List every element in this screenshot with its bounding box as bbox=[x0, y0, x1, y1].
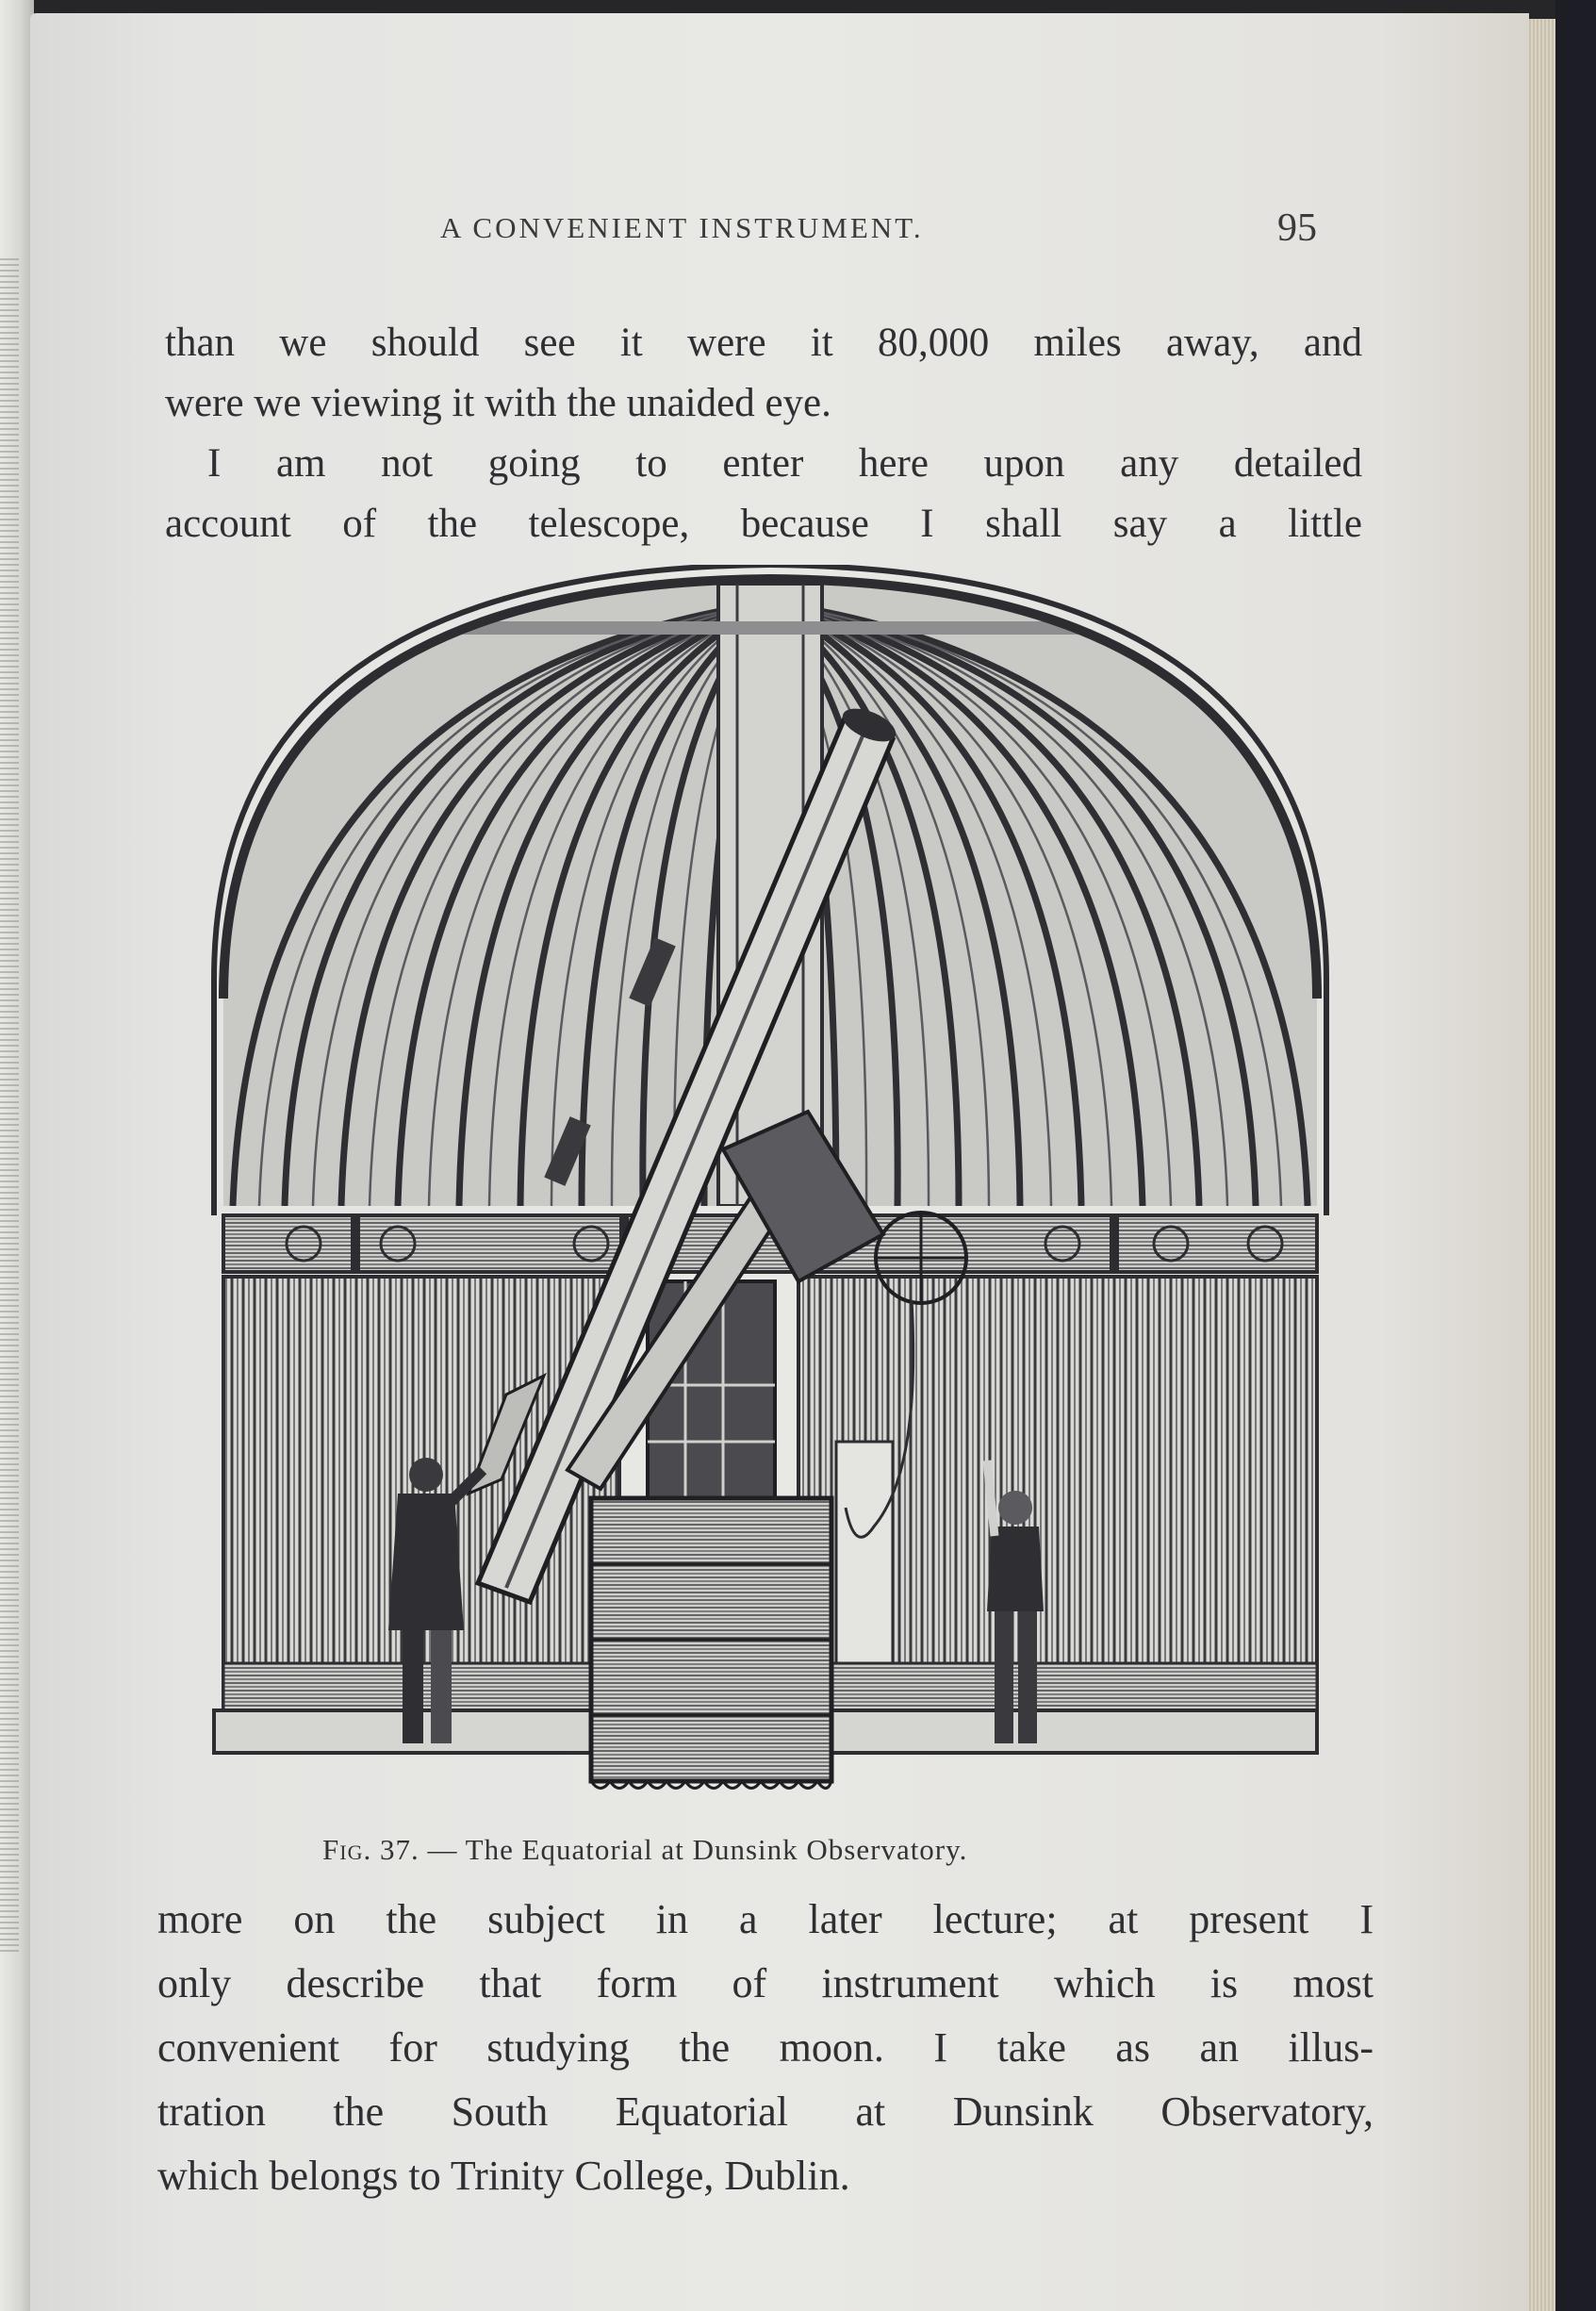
paragraph-bottom bbox=[157, 1888, 1374, 2208]
text-line: account of the telescope, because I shall say a little bbox=[165, 502, 1362, 546]
paragraph-top bbox=[165, 313, 1362, 554]
running-head-title: A CONVENIENT INSTRUMENT. bbox=[440, 211, 924, 244]
text-line: than we should see it were it 80,000 miles away, and bbox=[165, 321, 1362, 365]
text-line: I am not going to enter here upon any detailed bbox=[207, 441, 1362, 486]
figure-caption-text: — The Equatorial at Dunsink Observatory. bbox=[427, 1833, 968, 1866]
text-line: tration the South Equatorial at Dunsink Observatory, bbox=[157, 2088, 1374, 2135]
text-line: which belongs to Trinity College, Dublin. bbox=[157, 2153, 850, 2199]
facing-page-edge bbox=[0, 0, 34, 2311]
observatory-illustration bbox=[195, 565, 1364, 1828]
figure-label: Fig. 37. bbox=[322, 1833, 420, 1866]
text-line: more on the subject in a later lecture; at present I bbox=[157, 1896, 1374, 1942]
facing-page-engraving bbox=[0, 255, 19, 1952]
floor-platform-right bbox=[780, 1710, 1317, 1753]
book-cover-edge bbox=[1555, 0, 1596, 2311]
figure-caption bbox=[322, 1833, 1218, 1867]
page-number: 95 bbox=[1277, 206, 1317, 250]
figure-observatory-engraving bbox=[195, 565, 1364, 1828]
text-line: only describe that form of instrument which is most bbox=[157, 1960, 1374, 2006]
book-page bbox=[30, 13, 1529, 2311]
text-line: were we viewing it with the unaided eye. bbox=[165, 381, 831, 425]
text-line: convenient for studying the moon. I take as an illus- bbox=[157, 2024, 1374, 2071]
